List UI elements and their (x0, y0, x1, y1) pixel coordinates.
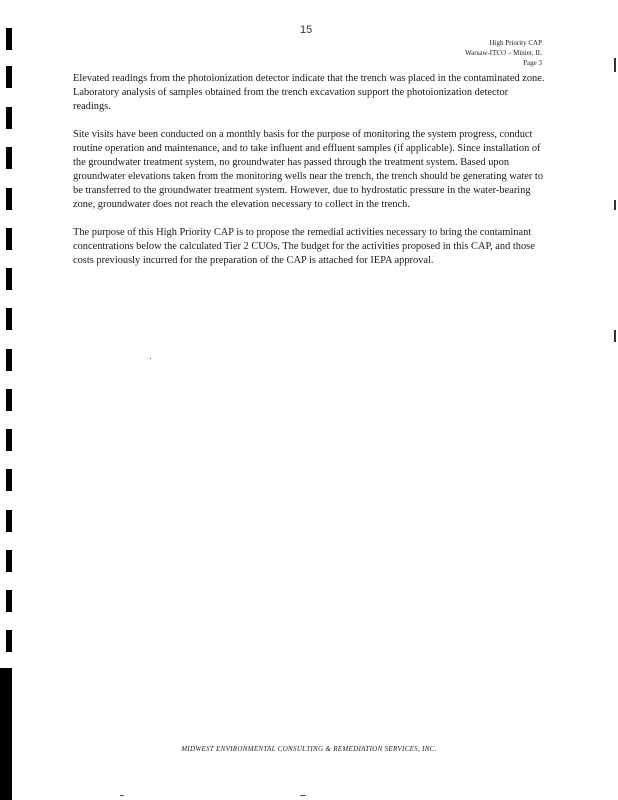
binding-mark (6, 188, 12, 210)
binding-mark (6, 510, 12, 532)
paragraph: Elevated readings from the photoionization detector indicate that the trench was placed in the contaminated zone. Laboratory analysis of samples obtained from the trench excavation support the photoionization detector readings. (73, 73, 545, 112)
binding-mark (6, 389, 12, 411)
header-title: High Priority CAP (489, 39, 542, 47)
binding-mark (6, 550, 12, 572)
binding-mark (6, 147, 12, 169)
binding-mark (6, 308, 12, 330)
scan-edge-mark (614, 58, 616, 72)
paragraph: Site visits have been conducted on a monthly basis for the purpose of monitoring the system progress, conduct routine operation and maintenance, and to take influent and effluent samples (if applicable). Since installation of the groundwater treatment system, no groundwater has passed through the treatment system. Based upon groundwater elevations taken from the monitoring wells near the trench, the trench should be generating water to be transferred to the groundwater treatment system. However, due to hydrostatic pressure in the water-bearing zone, groundwater does not reach the elevation necessary to collect in the trench. (73, 129, 544, 210)
scan-edge-mark (614, 330, 616, 342)
paragraph: The purpose of this High Priority CAP is to propose the remedial activities necessary to bring the contaminant concentrations below the calculated Tier 2 CUOs. The budget for the activities proposed in this CAP, and those costs previously incurred for the preparation of the CAP is attached for IEPA approval. (73, 227, 535, 266)
binding-mark (6, 66, 12, 88)
header-page: Page 3 (523, 59, 542, 67)
binding-mark (6, 469, 12, 491)
binding-mark (6, 349, 12, 371)
scan-speck (150, 358, 151, 359)
binding-mark (6, 429, 12, 451)
document-body (73, 72, 548, 282)
binding-mark (6, 590, 12, 612)
scan-speck (120, 795, 124, 796)
footer-company: MIDWEST ENVIRONMENTAL CONSULTING & REMEDIATION SERVICES, INC. (181, 745, 437, 753)
binding-mark (6, 630, 12, 652)
scan-speck (300, 795, 306, 796)
scan-edge-bar (0, 668, 12, 800)
scan-edge-mark (614, 200, 616, 210)
page-number: 15 (300, 24, 313, 36)
binding-mark (6, 228, 12, 250)
binding-mark (6, 268, 12, 290)
binding-mark (6, 28, 12, 50)
running-header (465, 38, 542, 68)
header-site: Warsaw-ITCO – Minier, IL (465, 49, 542, 57)
binding-mark (6, 107, 12, 129)
